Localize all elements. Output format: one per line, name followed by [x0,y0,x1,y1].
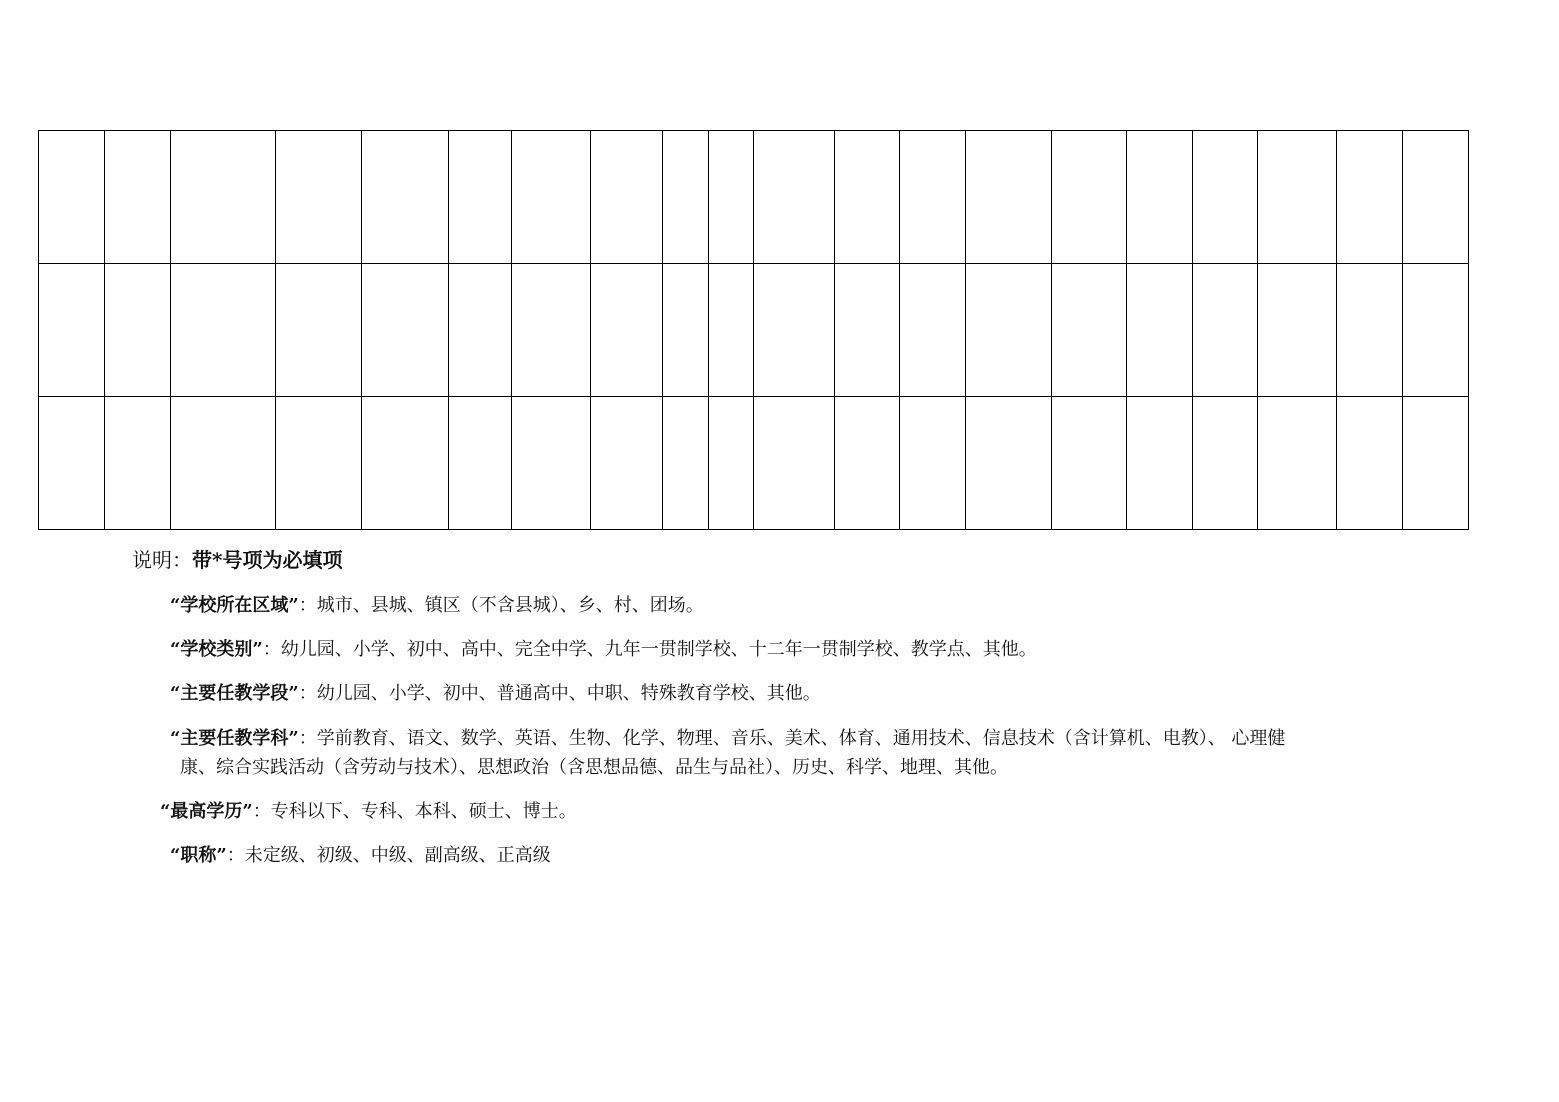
table-cell [1052,264,1127,396]
required-field-note: 带*号项为必填项 [192,548,343,572]
notes-header [132,546,342,576]
table-cell [512,264,591,396]
table-cell [512,131,591,264]
table-cell [1258,264,1337,396]
table-cell [449,396,512,529]
note-item-school-type [170,635,1037,664]
note-separator: ： [298,595,317,616]
table-cell [1127,264,1193,396]
table-cell [1258,396,1337,529]
note-separator: ： [252,801,271,822]
table-cell [39,264,105,396]
table-cell [754,396,835,529]
table-cell [1193,396,1258,529]
note-item-teaching-stage [170,679,821,708]
note-value: 专科以下、专科、本科、硕士、博士。 [270,801,577,822]
note-value: 幼儿园、小学、初中、高中、完全中学、九年一贯制学校、十二年一贯制学校、教学点、其他。 [280,639,1037,660]
note-key: “学校所在区域” [170,595,299,616]
table-cell [449,264,512,396]
table-cell [1193,264,1258,396]
table-cell [1403,131,1469,264]
note-value: 城市、县城、镇区（不含县城）、乡、村、团场。 [316,595,704,616]
table-cell [835,131,900,264]
table-cell [1052,396,1127,529]
note-key: “学校类别” [170,639,263,660]
table-cell [1127,131,1193,264]
note-separator: ： [226,845,245,866]
table-cell [449,131,512,264]
table-cell [1403,264,1469,396]
table-cell [105,264,171,396]
table-cell [900,396,966,529]
table-cell [276,131,362,264]
table-cell [835,396,900,529]
table-cell [709,264,754,396]
table-cell [105,131,171,264]
notes-label: 说明： [132,548,192,572]
table-cell [362,264,449,396]
note-separator: ： [298,728,317,749]
table-cell [835,264,900,396]
table-cell [105,396,171,529]
table-cell [1052,131,1127,264]
table-cell [39,131,105,264]
note-value-continued: 康、综合实践活动（含劳动与技术）、思想政治（含思想品德、品生与品社）、历史、科学、地理、其他。 [180,757,1008,778]
blank-form-table [38,130,1469,530]
note-item-teaching-subject-continued [180,753,1008,782]
table-cell [900,131,966,264]
table-cell [663,264,709,396]
table-cell [1127,396,1193,529]
table-cell [966,396,1052,529]
table-cell [709,396,754,529]
table-cell [362,396,449,529]
note-item-teaching-subject [170,724,1285,753]
table-cell [1193,131,1258,264]
note-key: “主要任教学段” [170,683,299,704]
table-cell [276,396,362,529]
note-key: “主要任教学科” [170,728,299,749]
table-cell [663,131,709,264]
table-cell [171,131,276,264]
note-item-job-title [170,841,551,870]
table-row [39,396,1469,529]
note-separator: ： [262,639,281,660]
table-cell [1337,131,1403,264]
table-cell [1403,396,1469,529]
table-cell [276,264,362,396]
note-key: “职称” [170,845,227,866]
table-cell [512,396,591,529]
table-cell [171,396,276,529]
table-cell [362,131,449,264]
note-value: 未定级、初级、中级、副高级、正高级 [244,845,551,866]
table-cell [1337,396,1403,529]
table-cell [591,396,663,529]
table-cell [591,264,663,396]
table-cell [966,264,1052,396]
note-item-school-area [170,591,704,620]
table-cell [171,264,276,396]
table-cell [754,264,835,396]
table-cell [39,396,105,529]
table-cell [966,131,1052,264]
note-value: 幼儿园、小学、初中、普通高中、中职、特殊教育学校、其他。 [316,683,821,704]
note-key: “最高学历” [160,801,253,822]
table-row [39,264,1469,396]
table-cell [1337,264,1403,396]
note-value: 学前教育、语文、数学、英语、生物、化学、物理、音乐、美术、体育、通用技术、信息技术（含计算机、电教）、 心理健 [316,728,1286,749]
note-item-highest-degree [160,797,577,826]
table-cell [591,131,663,264]
table-cell [900,264,966,396]
note-separator: ： [298,683,317,704]
table-cell [663,396,709,529]
table-cell [754,131,835,264]
table-cell [1258,131,1337,264]
table-row [39,131,1469,264]
table-cell [709,131,754,264]
